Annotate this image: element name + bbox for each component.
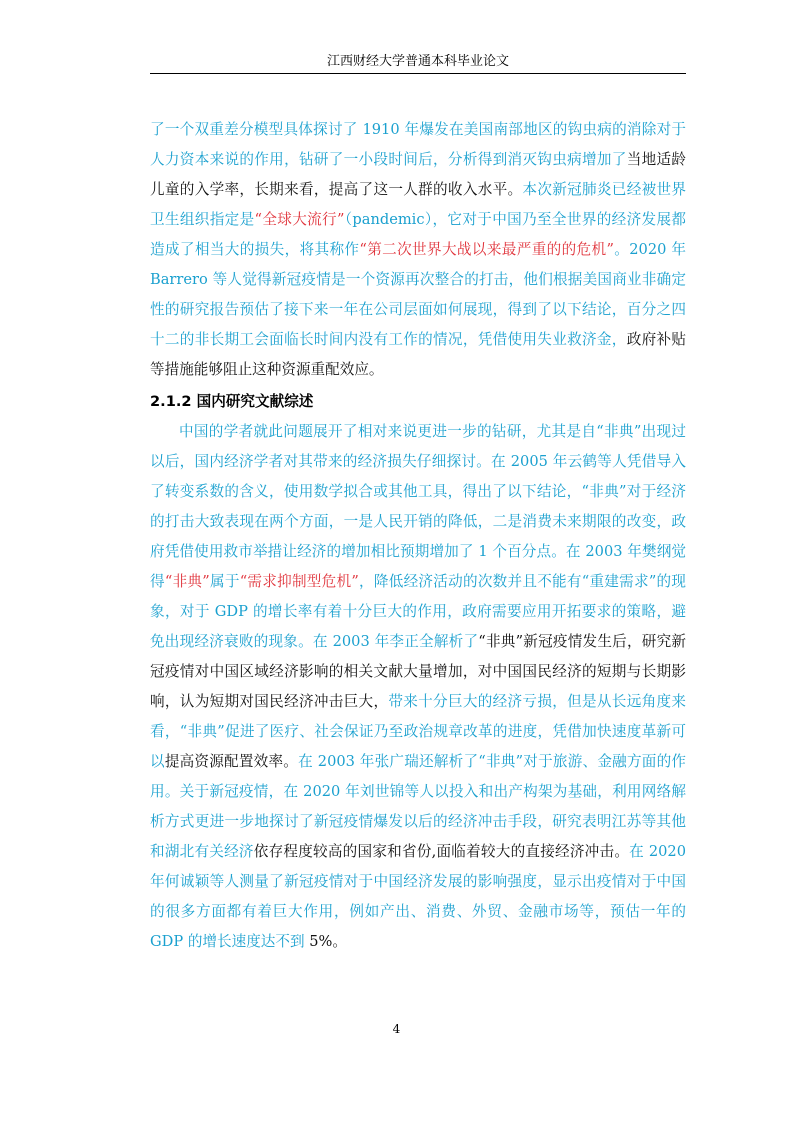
text-run: 提高资源配置效率。 [164,753,299,770]
text-run: （pandemic），它对于中国乃至全世界的经济发展都造成了相当大的损失，将其称作 [150,211,686,258]
text-run: 带来十分巨大的经济亏损，但是从长远角度来看，“非典”促进了医疗、社会保证乃至政治规章改革的进度，凭借加快速度革新可以 [150,693,686,770]
header-divider [150,73,686,74]
text-run: 政府补贴等措施能够阻止这种资源重配效应。 [150,331,686,378]
text-run: 当地适龄儿童的入学率，长期来看，提高了这一人群的收入水平。 [150,151,686,198]
text-run: 依存程度较高的国家和省份,面临着较大的直接经济冲击。 [253,843,630,860]
text-run: 在 2020 年何诚颖等人测量了新冠疫情对于中国经济发展的影响强度，显示出疫情对于中国的很多方面都有着巨大作用，例如产出、消费、外贸、金融市场等，预估一年的 GDP 的增长速度达不到 [150,843,686,950]
text-run: ，降低经济活动的次数并且不能有“重建需求”的现象，对于 GDP 的增长率有着十分巨大的作用，政府需要应用开拓要求的策略，避免出现经济衰败的现象。在 2003 年李正全解析了 [150,573,686,650]
page-number: 4 [392,1022,401,1036]
highlight-text: “全球大流行” [254,211,345,228]
page-header: 江西财经大学普通本科毕业论文 [326,54,509,69]
highlight-text: “第二次世界大战以来最严重的的危机” [359,241,614,258]
text-run: 5%。 [304,933,347,950]
paragraph-domestic-literature [150,417,686,957]
text-run: 。2020 年 Barrero 等人觉得新冠疫情是一个资源再次整合的打击，他们根据美国商业非确定性的研究报告预估了接下来一年在公司层面如何展现，得到了以下结论，百分之四十二的非长期工会面临长时间内没有工作的情况，凭借使用失业救济金， [150,241,686,348]
text-run: “非典”新冠疫情发生后，研究新冠疫情对中国区域经济影响的相关文献大量增加，对中国国民经济的短期与长期影响，认为短期对国民经济冲击巨大， [150,633,686,710]
text-run: 中国的学者就此问题展开了相对来说更进一步的钻研，尤其是自“非典”出现过以后，国内经济学者对其带来的经济损失仔细探讨。在 2005 年云鹤等人凭借导入了转变系数的含义，使用数学拟合或其他工具，得出了以下结论，“非典”对于经济的打击大致表现在两个方面，一是人民开销的降低，二是消费未来期限的改变，政府凭借使用救市举措让经济的增加相比预期增加了 1 个百分点。在 2003 年樊纲觉得 [150,423,686,590]
paragraph-foreign-literature [150,115,686,385]
text-run: 属于 [209,573,240,590]
text-run: 本次新冠肺炎已经被世界卫生组织指定是 [150,181,686,228]
text-run: 了一个双重差分模型具体探讨了 1910 年爆发在美国南部地区的钩虫病的消除对于人力资本来说的作用，钻研了一小段时间后，分析得到消灭钩虫病增加了 [150,121,686,168]
highlight-text: “非典” [164,573,210,590]
highlight-text: “需求抑制型危机” [239,573,359,590]
text-run: 在 2003 年张广瑞还解析了“非典”对于旅游、金融方面的作用。关于新冠疫情，在 2020 年刘世锦等人以投入和出产构架为基础，利用网络解析方式更进一步地探讨了新冠疫情爆发以后的经济冲击手段，研究表明江苏等其他和湖北有关经济 [150,753,686,860]
section-heading: 2.1.2 国内研究文献综述 [150,393,314,410]
document-body [150,115,686,957]
